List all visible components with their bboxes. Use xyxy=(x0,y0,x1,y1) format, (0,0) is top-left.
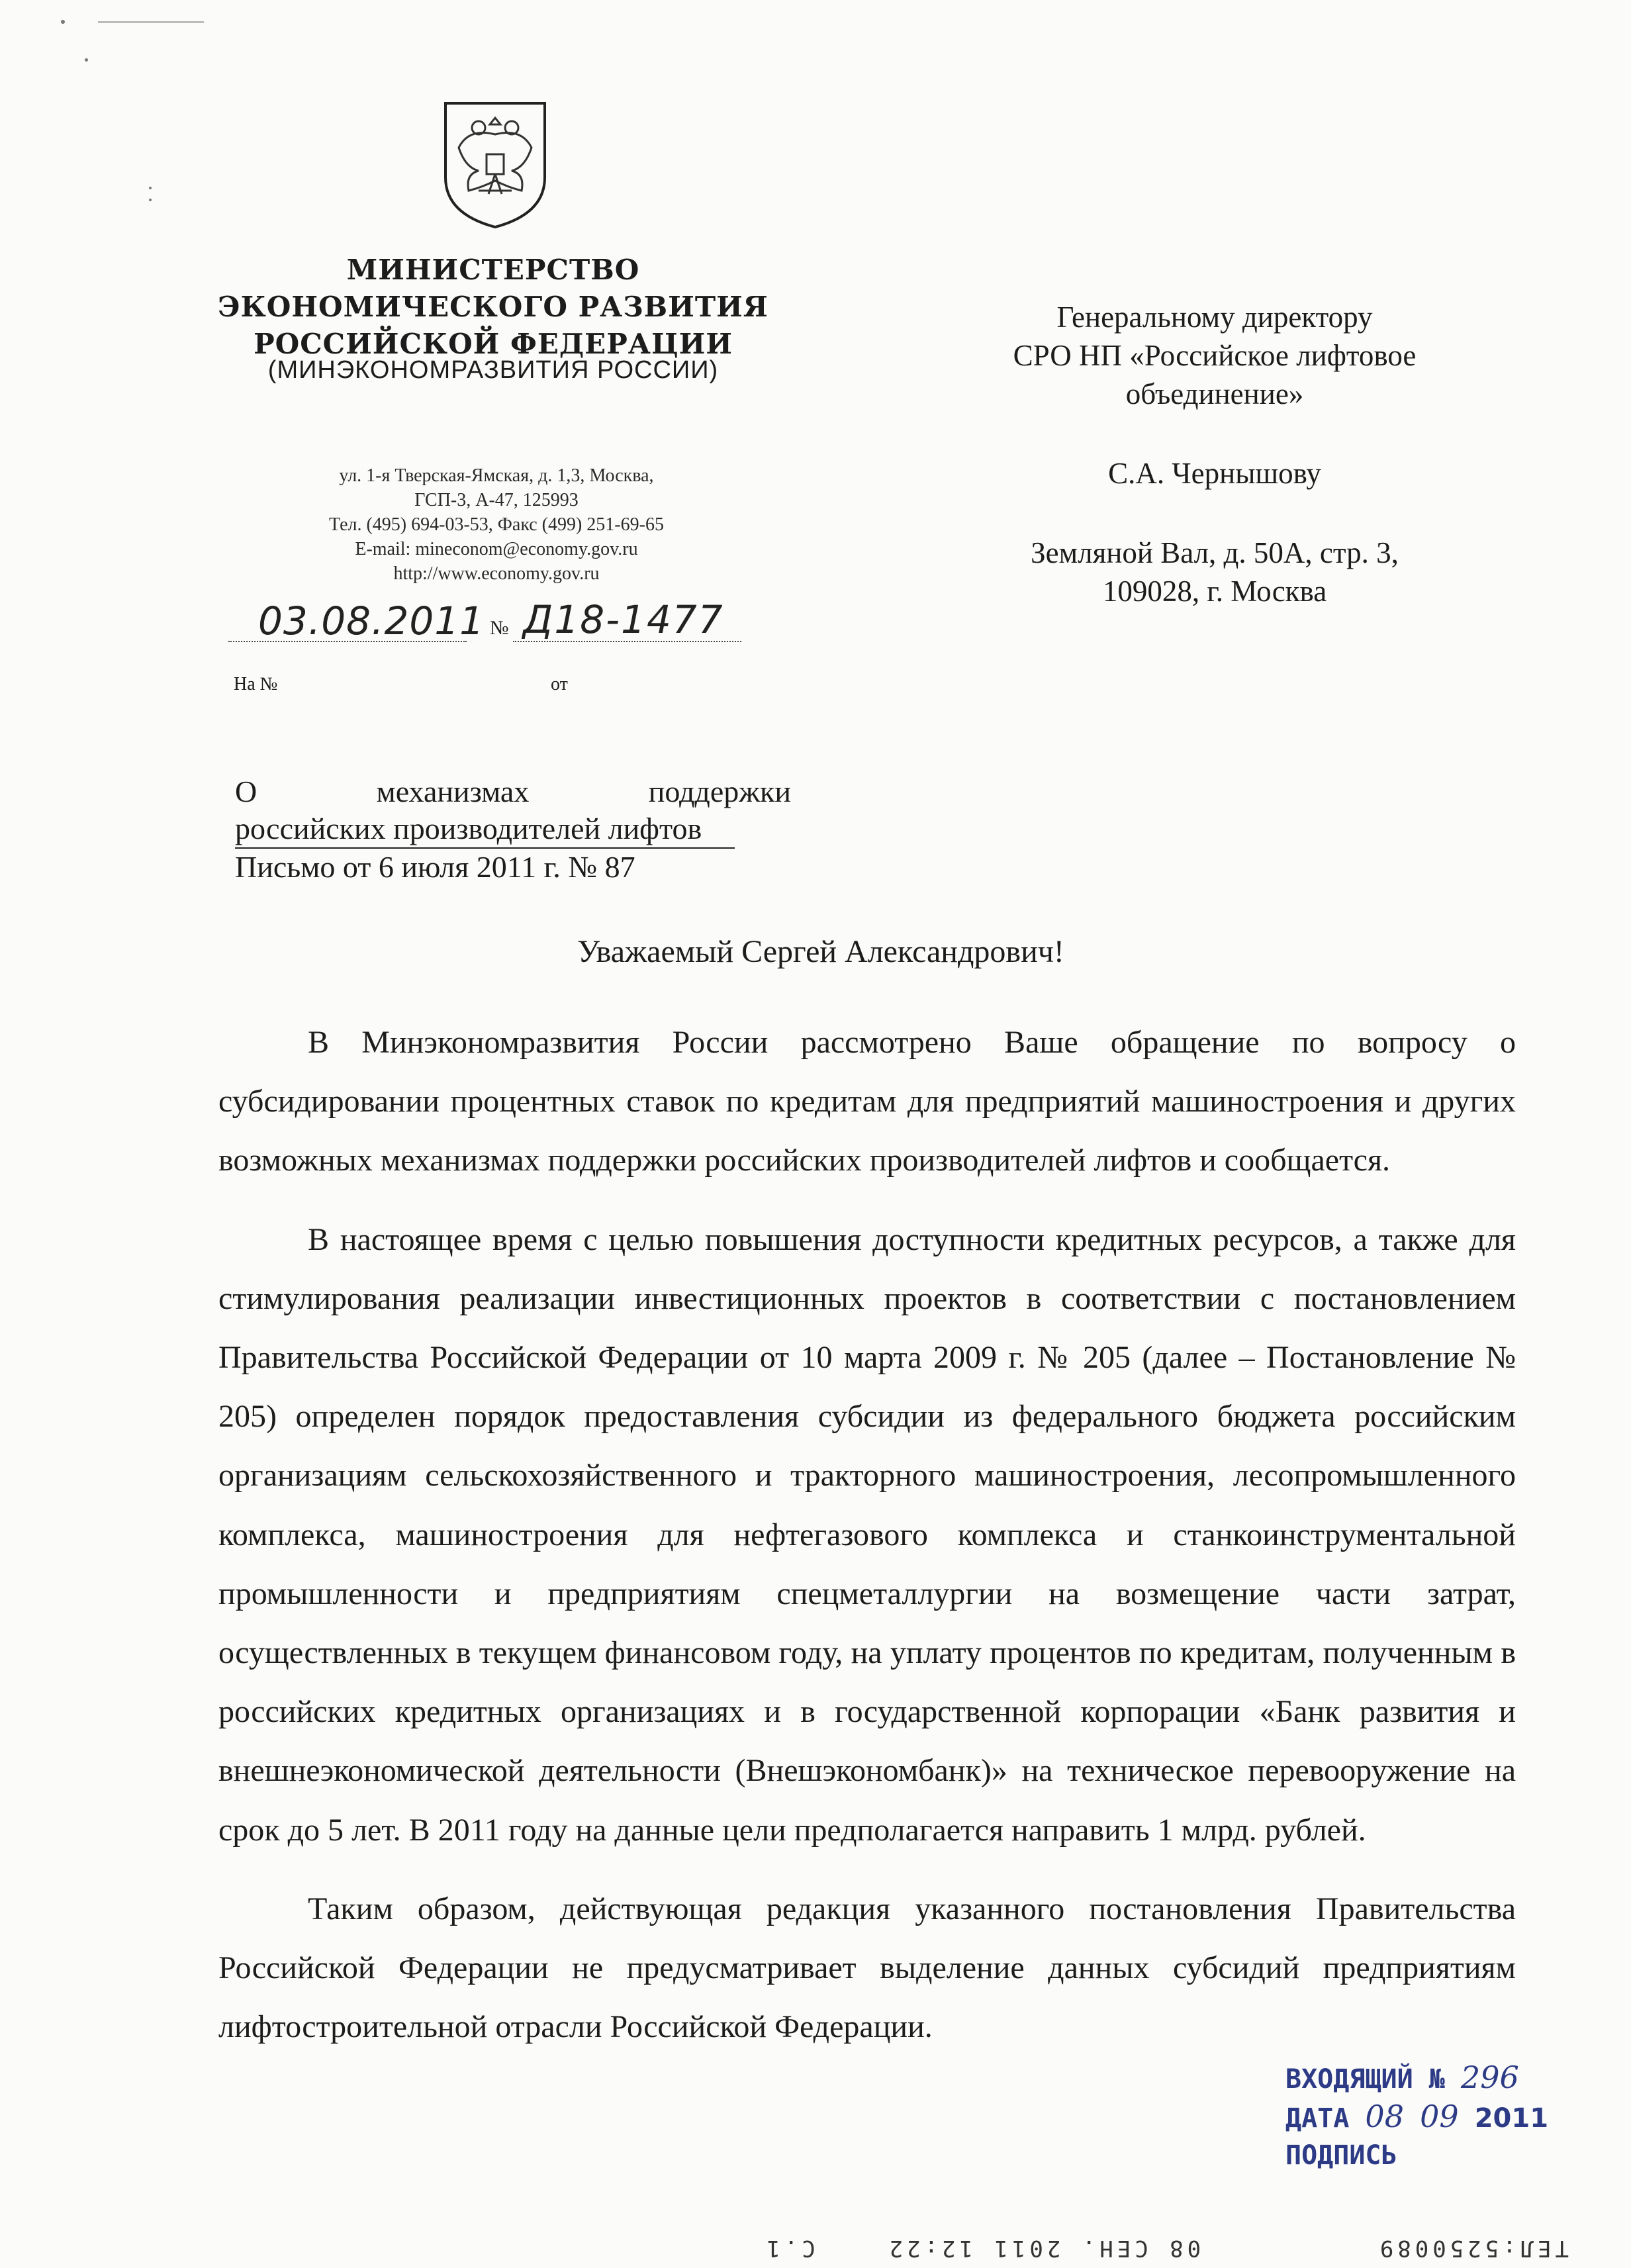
ministry-address xyxy=(225,463,768,586)
greeting: Уважаемый Сергей Александрович! xyxy=(577,934,1064,969)
stamp-date-label: ДАТА xyxy=(1285,2103,1350,2134)
registration-line xyxy=(228,596,738,643)
stamp-date-year: 2011 xyxy=(1474,2103,1549,2134)
addressee-title: Генеральному директору xyxy=(1056,301,1373,334)
number-underline xyxy=(513,641,741,642)
subject-line: российских производителей лифтов xyxy=(235,810,735,849)
addressee-address: Земляной Вал, д. 50А, стр. 3, xyxy=(1031,536,1399,569)
date-underline xyxy=(228,641,467,642)
body-paragraph: В настоящее время с целью повышения доступности кредитных ресурсов, а также для стимулирования реализации инвестиционных проектов в соответствии с постановлением Правительства Российской Федерации от 10 марта 2009 г. № 205 (далее – Постановление № 205) определен порядок предоставления субсидии из федерального бюджета российским организациям сельскохозяйственного и тракторного машиностроения, лесопромышленного комплекса, машиностроения для нефтегазового комплекса и станкоинструментальной промышленности и предприятиям спецметаллургии на возмещение части затрат, осуществленных в текущем финансовом году, на уплату процентов по кредитам, полученным в российских кредитных организациях и в государственной корпорации «Банк развития и внешнеэкономической деятельности (Внешэкономбанк)» на техническое перевооружение на срок до 5 лет. В 2011 году на данные цели предполагается направить 1 млрд. рублей. xyxy=(218,1221,1516,1848)
addressee-name: С.А. Чернышову xyxy=(1108,457,1321,490)
ministry-name-line: ЭКОНОМИЧЕСКОГО РАЗВИТИЯ xyxy=(218,291,769,323)
coat-of-arms-icon xyxy=(439,98,551,230)
subject-word: механизмах xyxy=(376,775,530,808)
address-line: Тел. (495) 694-03-53, Факс (499) 251-69-65 xyxy=(329,514,664,535)
incoming-stamp xyxy=(1285,2059,1577,2174)
letter-body xyxy=(218,1013,1516,2056)
registration-date: 03.08.2011 xyxy=(258,598,485,643)
address-line: http://www.economy.gov.ru xyxy=(393,563,600,584)
address-line: ГСП-3, А-47, 125993 xyxy=(414,490,579,510)
registration-number: Д18-1477 xyxy=(523,597,724,642)
address-line: ул. 1-я Тверская-Ямская, д. 1,3, Москва, xyxy=(339,465,654,486)
body-paragraph: В Минэкономразвития России рассмотрено Ваше обращение по вопросу о субсидировании процентных ставок по кредитам для предприятий машиностроения и других возможных механизмах поддержки российских производителей лифтов и сообщается. xyxy=(218,1025,1516,1178)
reference-line xyxy=(228,674,745,707)
subject-word: поддержки xyxy=(648,775,791,808)
subject-word: О xyxy=(235,775,257,808)
addressee-block xyxy=(927,298,1503,610)
ministry-name-line: МИНИСТЕРСТВО xyxy=(346,254,640,286)
fax-header: ТЕЛ:5250089 08 СЕН. 2011 12:22 С.1 xyxy=(763,2235,1569,2261)
stamp-incoming-label: ВХОДЯЩИЙ № xyxy=(1285,2064,1445,2095)
reference-number-label: На № xyxy=(234,674,278,694)
address-line: E-mail: mineconom@economy.gov.ru xyxy=(355,539,638,559)
addressee-title: объединение» xyxy=(1125,377,1304,410)
letter-subject xyxy=(235,773,791,886)
subject-line xyxy=(235,773,791,810)
ministry-name xyxy=(199,252,788,363)
registration-number-label: № xyxy=(490,617,509,639)
reference-date-label: от xyxy=(551,674,568,694)
addressee-title: СРО НП «Российское лифтовое xyxy=(1013,339,1417,372)
stamp-date-day: 08 xyxy=(1365,2099,1404,2134)
stamp-incoming-row xyxy=(1285,2059,1577,2098)
ministry-name-line: РОССИЙСКОЙ ФЕДЕРАЦИИ xyxy=(254,328,733,360)
addressee-address: 109028, г. Москва xyxy=(1102,575,1327,608)
subject-reference: Письмо от 6 июля 2011 г. № 87 xyxy=(235,850,635,884)
ministry-short-name: (МИНЭКОНОМРАЗВИТИЯ РОССИИ) xyxy=(267,356,719,384)
stamp-signature-label: ПОДПИСЬ xyxy=(1285,2140,1397,2171)
stamp-date-month: 09 xyxy=(1420,2099,1459,2134)
stamp-date-row xyxy=(1285,2098,1577,2137)
body-paragraph: Таким образом, действующая редакция указанного постановления Правительства Российской Федерации не предусматривает выделение данных субсидий предприятиям лифтостроительной отрасли Российской Федерации. xyxy=(218,1891,1516,2045)
stamp-incoming-number: 296 xyxy=(1460,2059,1519,2095)
